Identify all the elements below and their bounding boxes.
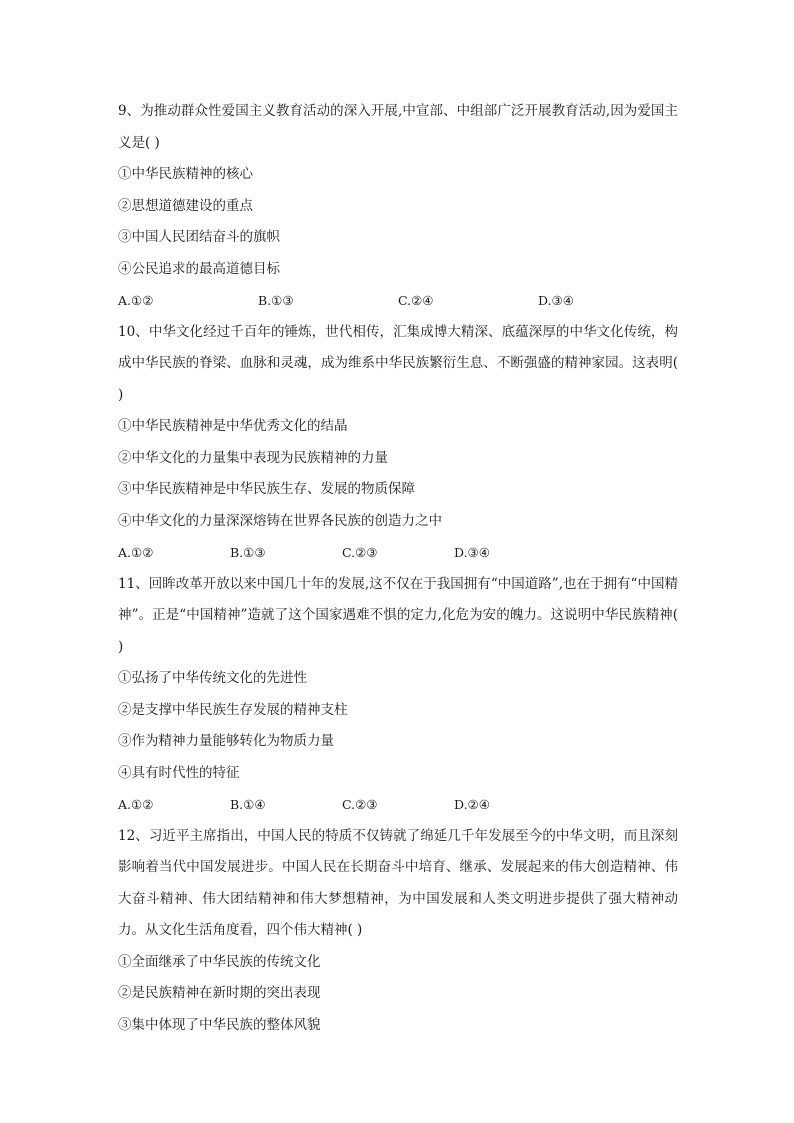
statement-4: ④具有时代性的特征 [118, 764, 240, 781]
question-9 [118, 96, 678, 317]
option-b: B.①③ [230, 545, 266, 560]
statement-3: ③中华民族精神是中华民族生存、发展的物质保障 [118, 481, 415, 497]
statement-4: ④中华文化的力量深深熔铸在世界各民族的创造力之中 [118, 512, 442, 529]
question-11 [118, 569, 678, 821]
statement-1: ①中华民族精神是中华优秀文化的结晶 [118, 418, 348, 434]
question-stem: 9、为推动群众性爱国主义教育活动的深入开展,中宣部、中组部广泛开展教育活动,因为爱国主义是( ) [118, 103, 678, 151]
question-12 [118, 821, 678, 1042]
option-c: C.②③ [342, 797, 378, 812]
question-stem: 10、中华文化经过千百年的锤炼，世代相传，汇集成博大精深、底蕴深厚的中华文化传统，构成中华民族的脊梁、血脉和灵魂，成为维系中华民族繁衍生息、不断强盛的精神家园。这表明( ) [118, 323, 678, 403]
option-a: A.①② [118, 797, 154, 812]
option-d: D.③④ [454, 545, 490, 560]
statement-1: ①弘扬了中华传统文化的先进性 [118, 670, 307, 686]
option-b: B.①④ [230, 797, 266, 812]
answer-options [118, 285, 678, 317]
question-10 [118, 317, 678, 569]
answer-options [118, 537, 678, 569]
statement-1: ①全面继承了中华民族的传统文化 [118, 953, 321, 970]
question-stem: 11、回眸改革开放以来中国几十年的发展,这不仅在于我国拥有“中国道路”,也在于拥有“中国精神”。正是“中国精神”造就了这个国家遇难不惧的定力,化危为安的魄力。这说明中华民族精神( ) [118, 575, 678, 655]
question-stem: 12、习近平主席指出，中国人民的特质不仅铸就了绵延几千年发展至今的中华文明，而且深刻影响着当代中国发展进步。中国人民在长期奋斗中培育、继承、发展起来的伟大创造精神、伟大奋斗精神、伟大团结精神和伟大梦想精神，为中国发展和人类文明进步提供了强大精神动力。从文化生活角度看，四个伟大精神( ) [118, 827, 678, 938]
option-d: D.②④ [454, 797, 490, 812]
option-d: D.③④ [538, 293, 574, 308]
statement-1: ①中华民族精神的核心 [118, 166, 253, 182]
option-a: A.①② [118, 545, 154, 560]
statement-2: ②是支撑中华民族生存发展的精神支柱 [118, 701, 348, 718]
statement-3: ③集中体现了中华民族的整体风貌 [118, 1016, 321, 1033]
statement-2: ②中华文化的力量集中表现为民族精神的力量 [118, 449, 388, 466]
statement-3: ③作为精神力量能够转化为物质力量 [118, 733, 334, 749]
answer-options [118, 789, 678, 821]
option-c: C.②③ [342, 545, 378, 560]
option-b: B.①③ [258, 293, 294, 308]
document-page [118, 96, 678, 1041]
statement-3: ③中国人民团结奋斗的旗帜 [118, 229, 280, 245]
option-c: C.②④ [398, 293, 434, 308]
option-a: A.①② [118, 293, 154, 308]
statement-4: ④公民追求的最高道德目标 [118, 260, 280, 277]
statement-2: ②思想道德建设的重点 [118, 197, 253, 214]
statement-2: ②是民族精神在新时期的突出表现 [118, 985, 321, 1001]
